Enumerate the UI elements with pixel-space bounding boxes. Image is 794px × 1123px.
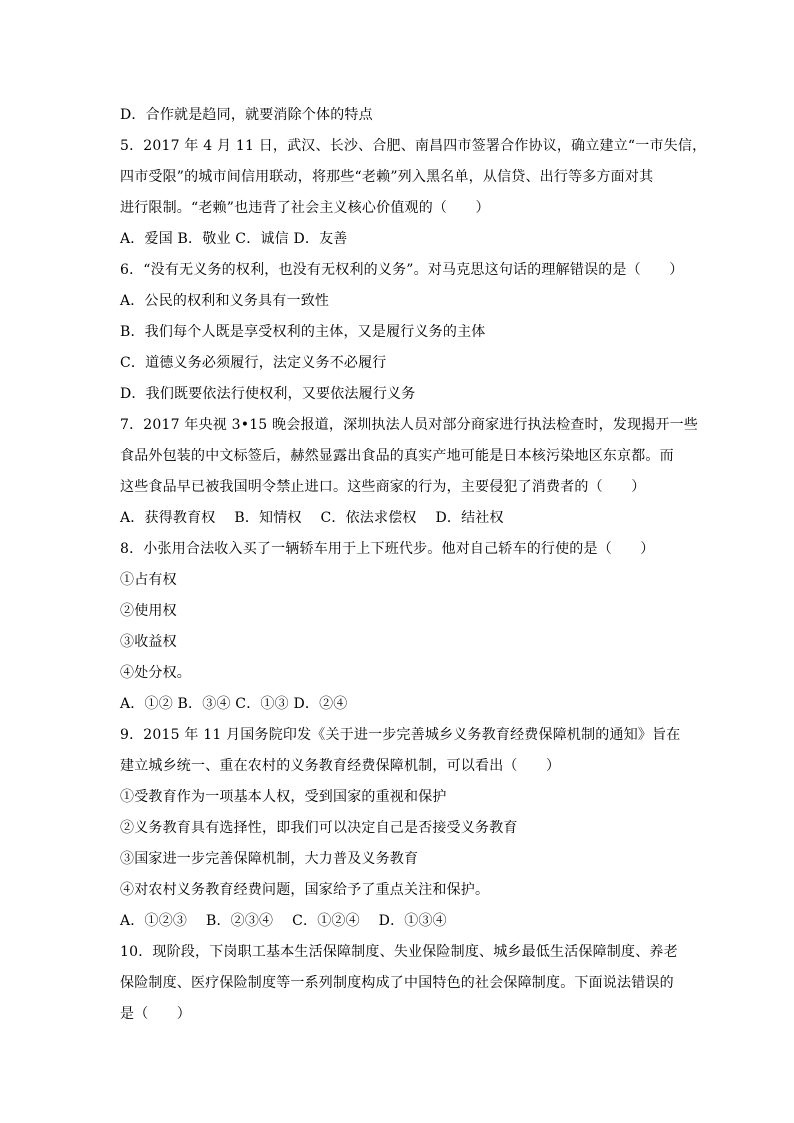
question-5-line-3: 进行限制。“老赖”也违背了社会主义核心价值观的（ ） (120, 200, 490, 216)
question-8-options: A．①② B．③④ C．①③ D．②④ (120, 696, 348, 712)
question-8-stem: 8．小张用合法收入买了一辆轿车用于上下班代步。他对自己轿车的行使的是（ ） (120, 541, 655, 557)
question-9-item-3: ③国家进一步完善保障机制，大力普及义务教育 (120, 851, 419, 867)
question-9-line-1: 9．2015 年 11 月国务院印发《关于进一步完善城乡义务教育经费保障机制的通知》旨在 (120, 727, 681, 743)
question-8-item-4: ④处分权。 (120, 665, 191, 681)
question-9-item-2: ②义务教育具有选择性，即我们可以决定自己是否接受义务教育 (120, 820, 518, 836)
question-9-item-4: ④对农村义务教育经费问题，国家给予了重点关注和保护。 (120, 882, 490, 898)
question-5-line-2: 四市受限”的城市间信用联动，将那些“老赖”列入黑名单，从信贷、出行等多方面对其 (120, 169, 654, 185)
question-6-stem: 6．“没有无义务的权利，也没有无权利的义务”。对马克思这句话的理解错误的是（ ） (120, 262, 684, 278)
option-d-q4: D．合作就是趋同，就要消除个体的特点 (120, 107, 373, 123)
question-6-option-d: D．我们既要依法行使权利，又要依法履行义务 (120, 386, 416, 402)
document-page (120, 100, 707, 1030)
question-9-line-2: 建立城乡统一、重在农村的义务教育经费保障机制，可以看出（ ） (120, 758, 561, 774)
question-7-line-2: 食品外包装的中文标签后，赫然显露出食品的真实产地可能是日本核污染地区东京都。而 (120, 448, 674, 464)
question-8-item-2: ②使用权 (120, 603, 177, 619)
question-7-line-3: 这些食品早已被我国明令禁止进口。这些商家的行为，主要侵犯了消费者的（ ） (120, 479, 646, 495)
question-7-options: A．获得教育权 B．知情权 C．依法求偿权 D．结社权 (120, 510, 504, 526)
question-7-line-1: 7．2017 年央视 3•15 晚会报道，深圳执法人员对部分商家进行执法检查时，发现揭开一些 (120, 417, 699, 433)
question-10-line-2: 保险制度、医疗保险制度等一系列制度构成了中国特色的社会保障制度。下面说法错误的 (120, 975, 674, 991)
question-9-options: A．①②③ B．②③④ C．①②④ D．①③④ (120, 913, 447, 929)
question-6-option-a: A．公民的权利和义务具有一致性 (120, 293, 330, 309)
question-8-item-3: ③收益权 (120, 634, 177, 650)
question-8-item-1: ①占有权 (120, 572, 177, 588)
question-9-item-1: ①受教育作为一项基本人权，受到国家的重视和保护 (120, 789, 447, 805)
question-10-line-1: 10．现阶段，下岗职工基本生活保障制度、失业保险制度、城乡最低生活保障制度、养老 (120, 944, 678, 960)
question-10-line-3: 是（ ） (120, 1006, 191, 1022)
question-5-line-1: 5．2017 年 4 月 11 日，武汉、长沙、合肥、南昌四市签署合作协议，确立建立“一市失信， (120, 138, 707, 154)
question-6-option-c: C．道德义务必须履行，法定义务不必履行 (120, 355, 387, 371)
question-5-options: A．爱国 B．敬业 C．诚信 D．友善 (120, 231, 348, 247)
question-6-option-b: B．我们每个人既是享受权利的主体，又是履行义务的主体 (120, 324, 486, 340)
